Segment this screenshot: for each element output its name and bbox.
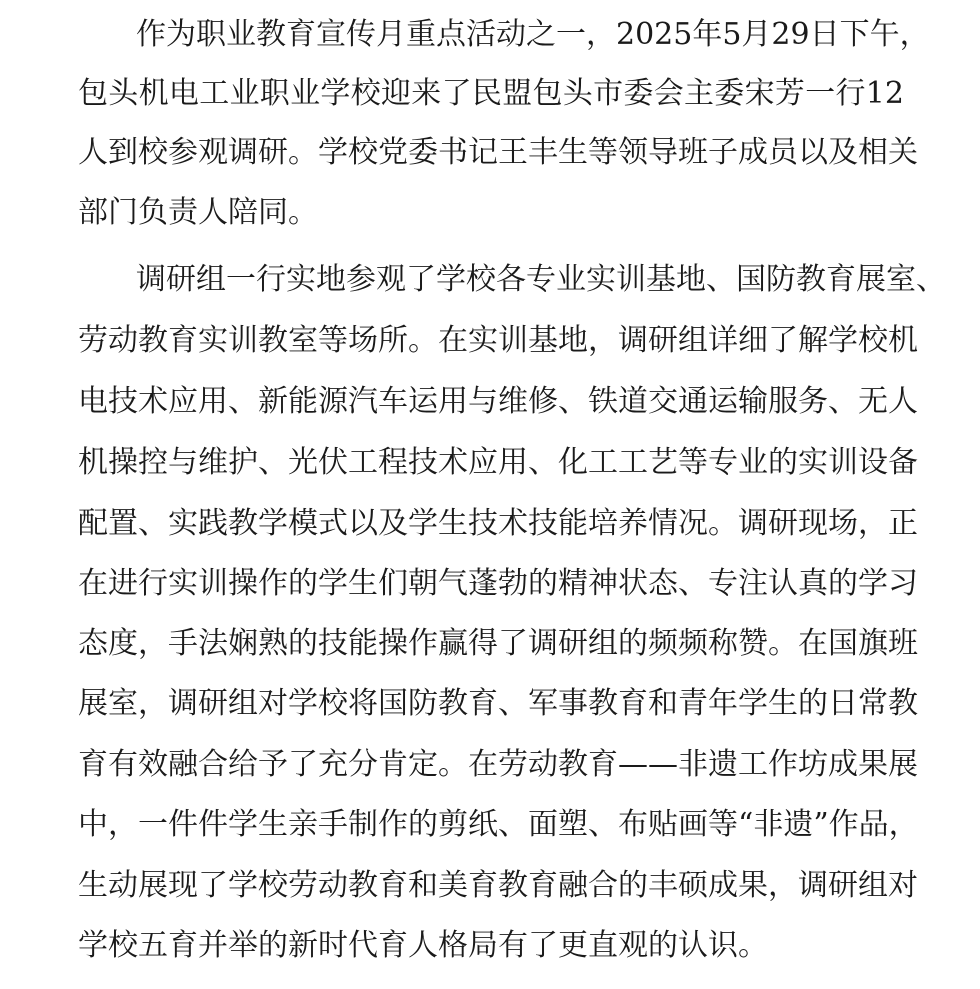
paragraph-2-line-8: 展室，调研组对学校将国防教育、军事教育和青年学生的日常教 xyxy=(78,686,918,721)
paragraph-2-line-6: 在进行实训操作的学生们朝气蓬勃的精神状态、专注认真的学习 xyxy=(78,566,918,601)
paragraph-2-line-7: 态度，手法娴熟的技能操作赢得了调研组的频频称赞。在国旗班 xyxy=(78,626,918,661)
paragraph-1-line-1: 作为职业教育宣传月重点活动之一，2025年5月29日下午， xyxy=(136,17,930,52)
paragraph-2-line-3: 电技术应用、新能源汽车运用与维修、铁道交通运输服务、无人 xyxy=(78,384,918,419)
paragraph-2-line-2: 劳动教育实训教室等场所。在实训基地，调研组详细了解学校机 xyxy=(78,323,918,358)
paragraph-2-line-4: 机操控与维护、光伏工程技术应用、化工工艺等专业的实训设备 xyxy=(78,445,918,480)
paragraph-2-line-10: 中，一件件学生亲手制作的剪纸、面塑、布贴画等“非遗”作品， xyxy=(78,807,919,842)
paragraph-2-line-12: 学校五育并举的新时代育人格局有了更直观的认识。 xyxy=(78,928,768,963)
paragraph-1-line-3: 人到校参观调研。学校党委书记王丰生等领导班子成员以及相关 xyxy=(78,135,918,170)
paragraph-2-line-1: 调研组一行实地参观了学校各专业实训基地、国防教育展室、 xyxy=(136,262,946,297)
paragraph-1-line-4: 部门负责人陪同。 xyxy=(78,195,318,230)
paragraph-1-line-2: 包头机电工业职业学校迎来了民盟包头市委会主委宋芳一行12 xyxy=(78,76,904,111)
paragraph-2-line-9: 育有效融合给予了充分肯定。在劳动教育——非遗工作坊成果展 xyxy=(78,747,918,782)
paragraph-2-line-5: 配置、实践教学模式以及学生技术技能培养情况。调研现场，正 xyxy=(78,506,918,541)
paragraph-2-line-11: 生动展现了学校劳动教育和美育教育融合的丰硕成果，调研组对 xyxy=(78,868,918,903)
